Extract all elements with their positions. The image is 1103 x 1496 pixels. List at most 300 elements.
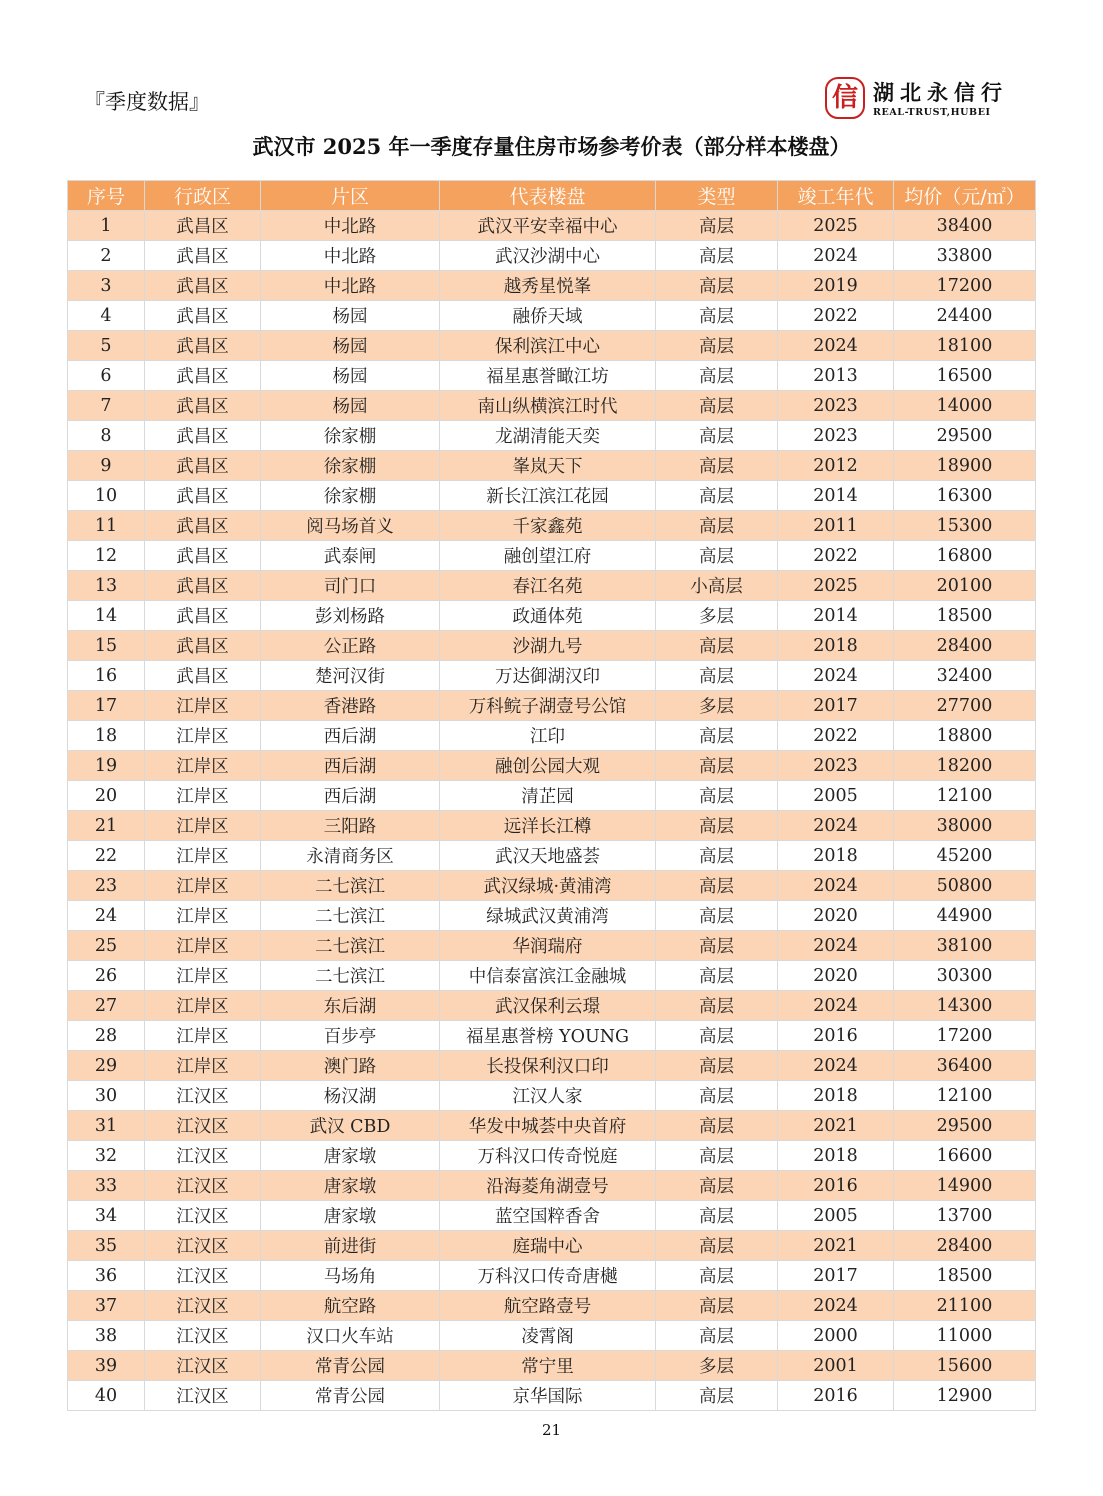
cell-district: 江岸区 [145,691,261,721]
cell-district: 江岸区 [145,841,261,871]
cell-completion-year: 2000 [778,1321,894,1351]
table-row [68,1081,1036,1111]
cell-project: 万科汉口传奇悦庭 [440,1141,656,1171]
cell-index: 2 [68,241,145,271]
cell-district: 江岸区 [145,901,261,931]
cell-project: 航空路壹号 [440,1291,656,1321]
cell-completion-year: 2021 [778,1111,894,1141]
cell-type: 多层 [656,691,778,721]
cell-index: 25 [68,931,145,961]
cell-project: 越秀星悦峯 [440,271,656,301]
cell-completion-year: 2022 [778,721,894,751]
cell-index: 22 [68,841,145,871]
column-header-type: 类型 [656,181,778,211]
table-row [68,331,1036,361]
cell-completion-year: 2022 [778,301,894,331]
cell-area: 唐家墩 [261,1171,440,1201]
cell-type: 高层 [656,1381,778,1411]
cell-type: 高层 [656,1081,778,1111]
cell-area: 中北路 [261,211,440,241]
cell-index: 34 [68,1201,145,1231]
column-header-completion-year: 竣工年代 [778,181,894,211]
cell-avg-price: 24400 [894,301,1036,331]
cell-index: 12 [68,541,145,571]
cell-area: 西后湖 [261,781,440,811]
cell-index: 11 [68,511,145,541]
cell-project: 万科汉口传奇唐樾 [440,1261,656,1291]
table-row [68,1321,1036,1351]
table-body [68,211,1036,1411]
cell-project: 春江名苑 [440,571,656,601]
table-row [68,991,1036,1021]
cell-district: 江岸区 [145,811,261,841]
cell-avg-price: 21100 [894,1291,1036,1321]
cell-type: 高层 [656,1021,778,1051]
cell-completion-year: 2020 [778,961,894,991]
cell-avg-price: 32400 [894,661,1036,691]
cell-avg-price: 15300 [894,511,1036,541]
table-row [68,391,1036,421]
cell-area: 杨园 [261,331,440,361]
cell-district: 武昌区 [145,631,261,661]
cell-type: 高层 [656,1231,778,1261]
cell-district: 江汉区 [145,1351,261,1381]
logo-name-en: REAL-TRUST,HUBEI [873,107,991,118]
cell-district: 武昌区 [145,601,261,631]
table-row [68,1291,1036,1321]
cell-area: 二七滨江 [261,961,440,991]
cell-completion-year: 2024 [778,811,894,841]
table-row [68,571,1036,601]
cell-type: 高层 [656,991,778,1021]
cell-index: 3 [68,271,145,301]
cell-avg-price: 18500 [894,1261,1036,1291]
table-row [68,961,1036,991]
cell-avg-price: 16600 [894,1141,1036,1171]
cell-type: 高层 [656,721,778,751]
cell-type: 高层 [656,511,778,541]
cell-area: 杨园 [261,361,440,391]
cell-district: 江岸区 [145,781,261,811]
cell-avg-price: 16800 [894,541,1036,571]
cell-type: 高层 [656,271,778,301]
table-row [68,1111,1036,1141]
cell-avg-price: 38100 [894,931,1036,961]
cell-completion-year: 2024 [778,331,894,361]
cell-type: 高层 [656,361,778,391]
cell-avg-price: 14000 [894,391,1036,421]
cell-project: 福星惠誉榜 YOUNG [440,1021,656,1051]
cell-project: 武汉保利云璟 [440,991,656,1021]
cell-area: 二七滨江 [261,931,440,961]
cell-index: 14 [68,601,145,631]
cell-area: 徐家棚 [261,481,440,511]
cell-district: 江岸区 [145,871,261,901]
cell-completion-year: 2022 [778,541,894,571]
cell-avg-price: 28400 [894,1231,1036,1261]
cell-index: 38 [68,1321,145,1351]
table-row [68,1261,1036,1291]
cell-completion-year: 2024 [778,991,894,1021]
cell-project: 万科鲩子湖壹号公馆 [440,691,656,721]
cell-completion-year: 2024 [778,1291,894,1321]
table-row [68,1141,1036,1171]
table-row [68,1201,1036,1231]
cell-district: 江岸区 [145,931,261,961]
cell-project: 南山纵横滨江时代 [440,391,656,421]
cell-project: 华发中城荟中央首府 [440,1111,656,1141]
cell-avg-price: 17200 [894,271,1036,301]
cell-avg-price: 18100 [894,331,1036,361]
cell-avg-price: 15600 [894,1351,1036,1381]
cell-type: 高层 [656,1291,778,1321]
cell-completion-year: 2024 [778,871,894,901]
cell-area: 澳门路 [261,1051,440,1081]
cell-area: 常青公园 [261,1351,440,1381]
cell-project: 武汉沙湖中心 [440,241,656,271]
cell-area: 唐家墩 [261,1201,440,1231]
cell-type: 多层 [656,601,778,631]
cell-avg-price: 38000 [894,811,1036,841]
cell-area: 东后湖 [261,991,440,1021]
cell-area: 武泰闸 [261,541,440,571]
cell-completion-year: 2021 [778,1231,894,1261]
table-row [68,751,1036,781]
table-row [68,1051,1036,1081]
cell-index: 37 [68,1291,145,1321]
cell-district: 江汉区 [145,1141,261,1171]
cell-avg-price: 14900 [894,1171,1036,1201]
cell-project: 武汉平安幸福中心 [440,211,656,241]
cell-avg-price: 45200 [894,841,1036,871]
cell-type: 高层 [656,901,778,931]
cell-area: 中北路 [261,271,440,301]
column-header-avg-price: 均价（元/㎡） [894,181,1036,211]
table-row [68,271,1036,301]
cell-completion-year: 2013 [778,361,894,391]
cell-index: 26 [68,961,145,991]
cell-index: 21 [68,811,145,841]
table-row [68,931,1036,961]
cell-completion-year: 2017 [778,691,894,721]
cell-district: 江汉区 [145,1081,261,1111]
cell-district: 武昌区 [145,541,261,571]
cell-avg-price: 30300 [894,961,1036,991]
table-row [68,421,1036,451]
cell-avg-price: 50800 [894,871,1036,901]
table-row [68,211,1036,241]
table-row [68,1021,1036,1051]
cell-project: 峯岚天下 [440,451,656,481]
table-row [68,1351,1036,1381]
cell-district: 江汉区 [145,1381,261,1411]
cell-project: 沿海菱角湖壹号 [440,1171,656,1201]
cell-completion-year: 2018 [778,1081,894,1111]
cell-area: 杨园 [261,391,440,421]
cell-area: 徐家棚 [261,451,440,481]
cell-completion-year: 2005 [778,1201,894,1231]
cell-project: 中信泰富滨江金融城 [440,961,656,991]
cell-avg-price: 29500 [894,421,1036,451]
page-number: 21 [541,1421,562,1439]
cell-index: 13 [68,571,145,601]
cell-completion-year: 2024 [778,241,894,271]
cell-area: 杨汉湖 [261,1081,440,1111]
cell-completion-year: 2018 [778,631,894,661]
cell-district: 武昌区 [145,241,261,271]
section-tag: 『季度数据』 [84,90,210,114]
cell-area: 汉口火车站 [261,1321,440,1351]
cell-district: 武昌区 [145,481,261,511]
table-row [68,691,1036,721]
cell-type: 高层 [656,751,778,781]
cell-project: 龙湖清能天奕 [440,421,656,451]
cell-type: 高层 [656,331,778,361]
cell-district: 武昌区 [145,421,261,451]
cell-project: 政通体苑 [440,601,656,631]
cell-index: 17 [68,691,145,721]
cell-completion-year: 2014 [778,481,894,511]
cell-avg-price: 27700 [894,691,1036,721]
table-row [68,1171,1036,1201]
cell-district: 武昌区 [145,271,261,301]
cell-area: 徐家棚 [261,421,440,451]
cell-project: 长投保利汉口印 [440,1051,656,1081]
cell-avg-price: 16500 [894,361,1036,391]
cell-type: 高层 [656,241,778,271]
cell-completion-year: 2025 [778,211,894,241]
cell-district: 江岸区 [145,991,261,1021]
cell-area: 公正路 [261,631,440,661]
cell-index: 28 [68,1021,145,1051]
cell-index: 1 [68,211,145,241]
cell-index: 7 [68,391,145,421]
table-row [68,301,1036,331]
cell-completion-year: 2018 [778,841,894,871]
table-row [68,511,1036,541]
cell-district: 江汉区 [145,1231,261,1261]
cell-project: 庭瑞中心 [440,1231,656,1261]
cell-avg-price: 12100 [894,781,1036,811]
cell-completion-year: 2023 [778,391,894,421]
cell-completion-year: 2005 [778,781,894,811]
cell-completion-year: 2025 [778,571,894,601]
cell-index: 23 [68,871,145,901]
cell-district: 武昌区 [145,511,261,541]
cell-area: 永清商务区 [261,841,440,871]
cell-index: 31 [68,1111,145,1141]
cell-type: 高层 [656,391,778,421]
cell-project: 华润瑞府 [440,931,656,961]
cell-type: 高层 [656,631,778,661]
table-row [68,361,1036,391]
cell-project: 沙湖九号 [440,631,656,661]
cell-type: 高层 [656,1321,778,1351]
cell-avg-price: 13700 [894,1201,1036,1231]
cell-area: 二七滨江 [261,901,440,931]
cell-project: 江印 [440,721,656,751]
cell-completion-year: 2012 [778,451,894,481]
page-title: 武汉市 2025 年一季度存量住房市场参考价表（部分样本楼盘） [252,134,851,159]
cell-area: 西后湖 [261,751,440,781]
cell-type: 高层 [656,1201,778,1231]
cell-area: 楚河汉街 [261,661,440,691]
cell-index: 15 [68,631,145,661]
cell-avg-price: 14300 [894,991,1036,1021]
cell-district: 江汉区 [145,1291,261,1321]
cell-type: 高层 [656,811,778,841]
cell-avg-price: 18200 [894,751,1036,781]
cell-type: 高层 [656,1141,778,1171]
cell-completion-year: 2024 [778,661,894,691]
cell-index: 4 [68,301,145,331]
price-table [67,180,1036,1411]
table-row [68,811,1036,841]
cell-completion-year: 2016 [778,1381,894,1411]
cell-completion-year: 2016 [778,1021,894,1051]
cell-avg-price: 20100 [894,571,1036,601]
cell-index: 20 [68,781,145,811]
cell-area: 西后湖 [261,721,440,751]
cell-area: 三阳路 [261,811,440,841]
cell-type: 多层 [656,1351,778,1381]
cell-completion-year: 2016 [778,1171,894,1201]
cell-type: 高层 [656,1171,778,1201]
cell-avg-price: 33800 [894,241,1036,271]
cell-completion-year: 2018 [778,1141,894,1171]
cell-type: 高层 [656,541,778,571]
cell-index: 35 [68,1231,145,1261]
cell-area: 杨园 [261,301,440,331]
cell-completion-year: 2024 [778,931,894,961]
cell-district: 武昌区 [145,661,261,691]
cell-index: 18 [68,721,145,751]
cell-area: 唐家墩 [261,1141,440,1171]
cell-avg-price: 44900 [894,901,1036,931]
cell-index: 5 [68,331,145,361]
cell-district: 江汉区 [145,1321,261,1351]
cell-index: 6 [68,361,145,391]
cell-district: 武昌区 [145,361,261,391]
table-row [68,541,1036,571]
column-header-project: 代表楼盘 [440,181,656,211]
cell-index: 24 [68,901,145,931]
company-logo [825,77,1030,123]
cell-project: 保利滨江中心 [440,331,656,361]
cell-area: 司门口 [261,571,440,601]
cell-index: 19 [68,751,145,781]
cell-project: 京华国际 [440,1381,656,1411]
cell-area: 航空路 [261,1291,440,1321]
column-header-area: 片区 [261,181,440,211]
cell-avg-price: 18500 [894,601,1036,631]
column-header-index: 序号 [68,181,145,211]
cell-project: 武汉绿城·黄浦湾 [440,871,656,901]
cell-district: 江汉区 [145,1171,261,1201]
table-row [68,451,1036,481]
cell-avg-price: 38400 [894,211,1036,241]
cell-type: 高层 [656,961,778,991]
table-row [68,841,1036,871]
table-header-row [68,181,1036,211]
cell-avg-price: 11000 [894,1321,1036,1351]
cell-index: 8 [68,421,145,451]
cell-type: 高层 [656,661,778,691]
cell-completion-year: 2014 [778,601,894,631]
logo-seal-icon: 信 [825,77,865,119]
cell-index: 36 [68,1261,145,1291]
cell-district: 武昌区 [145,331,261,361]
cell-index: 27 [68,991,145,1021]
cell-area: 彭刘杨路 [261,601,440,631]
cell-project: 融创望江府 [440,541,656,571]
cell-area: 前进街 [261,1231,440,1261]
table-row [68,1381,1036,1411]
table-row [68,871,1036,901]
cell-district: 江岸区 [145,961,261,991]
cell-district: 江汉区 [145,1201,261,1231]
cell-area: 二七滨江 [261,871,440,901]
cell-district: 江汉区 [145,1111,261,1141]
cell-type: 高层 [656,841,778,871]
cell-project: 万达御湖汉印 [440,661,656,691]
cell-type: 小高层 [656,571,778,601]
cell-area: 常青公园 [261,1381,440,1411]
cell-project: 千家鑫苑 [440,511,656,541]
cell-project: 新长江滨江花园 [440,481,656,511]
cell-district: 武昌区 [145,451,261,481]
cell-avg-price: 36400 [894,1051,1036,1081]
table-row [68,781,1036,811]
table-row [68,661,1036,691]
cell-district: 江岸区 [145,1051,261,1081]
cell-project: 融创公园大观 [440,751,656,781]
cell-type: 高层 [656,781,778,811]
cell-district: 江岸区 [145,1021,261,1051]
cell-avg-price: 12100 [894,1081,1036,1111]
cell-index: 32 [68,1141,145,1171]
cell-district: 武昌区 [145,211,261,241]
table-row [68,721,1036,751]
cell-completion-year: 2001 [778,1351,894,1381]
cell-area: 阅马场首义 [261,511,440,541]
cell-index: 33 [68,1171,145,1201]
cell-type: 高层 [656,1111,778,1141]
cell-type: 高层 [656,1051,778,1081]
cell-type: 高层 [656,211,778,241]
cell-type: 高层 [656,451,778,481]
cell-type: 高层 [656,1261,778,1291]
cell-index: 30 [68,1081,145,1111]
cell-avg-price: 18800 [894,721,1036,751]
cell-index: 10 [68,481,145,511]
cell-district: 武昌区 [145,571,261,601]
cell-index: 40 [68,1381,145,1411]
cell-completion-year: 2011 [778,511,894,541]
cell-project: 远洋长江樽 [440,811,656,841]
cell-type: 高层 [656,301,778,331]
cell-district: 武昌区 [145,391,261,421]
cell-index: 29 [68,1051,145,1081]
table-row [68,241,1036,271]
cell-completion-year: 2020 [778,901,894,931]
cell-avg-price: 18900 [894,451,1036,481]
table-row [68,481,1036,511]
column-header-district: 行政区 [145,181,261,211]
cell-avg-price: 29500 [894,1111,1036,1141]
cell-completion-year: 2024 [778,1051,894,1081]
logo-name-cn: 湖北永信行 [873,81,1008,105]
